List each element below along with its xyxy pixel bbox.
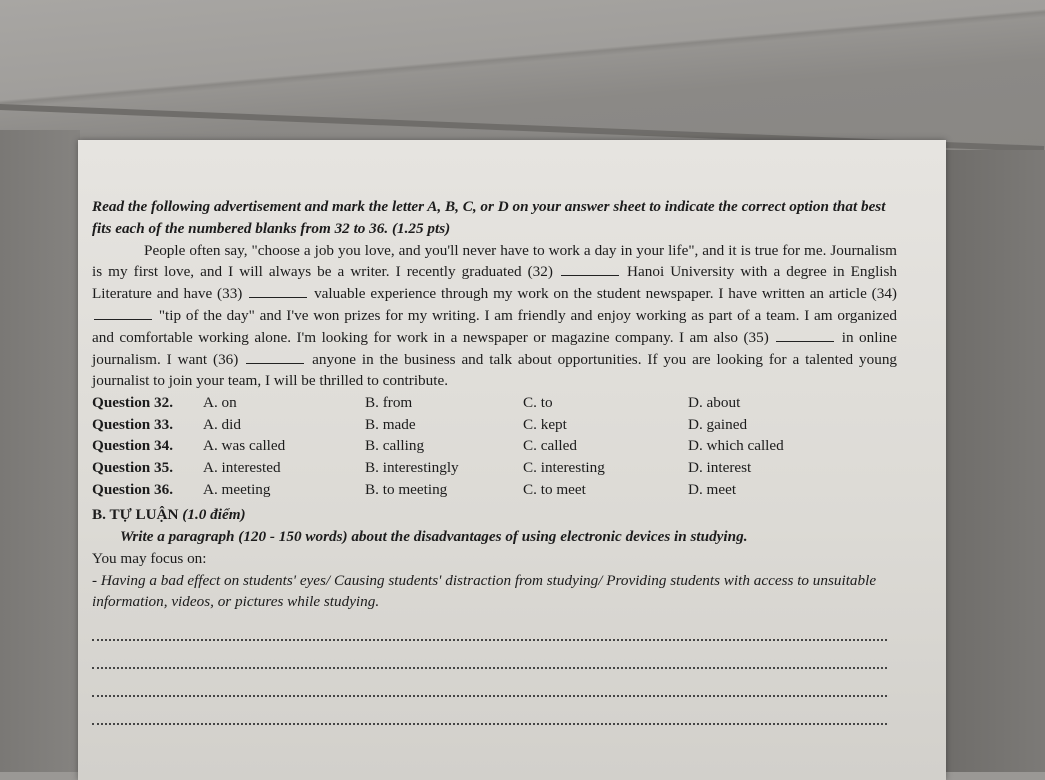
option-d: D. which called (688, 437, 784, 455)
exam-content (92, 196, 897, 725)
question-36 (92, 479, 897, 501)
ad-part-1: People often say, "choose a job you love, and you'll never have to work a day in your life", and it is true for me. Journalism is my first love, and I will always be a writer. I recently graduated (32) (92, 241, 897, 281)
ad-part-4: "tip of the day" and I've won prizes for my writing. I am friendly and enjoy working as part of a team. I am organized and comfortable working alone. I'm looking for work in a newspaper or magazine company. I am also (35) (92, 306, 898, 346)
focus-points: - Having a bad effect on students' eyes/ Causing students' distraction from studying/ Providing students with access to unsuitable information, videos, or pictures while studying. (92, 571, 877, 611)
blank-35 (776, 329, 834, 342)
option-b: B. made (365, 415, 416, 433)
question-35 (92, 457, 897, 479)
reading-instruction: Read the following advertisement and mark the letter A, B, C, or D on your answer sheet to indicate the correct option that best fits each of the numbered blanks from 32 to 36. (1.25 pts) (92, 198, 886, 237)
ad-part-6: anyone in the business and talk about opportunities. If you are looking for a talented young journalist to join your team, I will be thrilled to contribute. (92, 350, 898, 390)
option-b: B. interestingly (365, 458, 459, 476)
ad-part-2: Hanoi University with a degree in English Literature and have (33) (92, 263, 898, 303)
question-list (92, 392, 897, 500)
option-d: D. gained (688, 415, 748, 433)
question-label: Question 35. (92, 458, 174, 476)
blank-34 (94, 307, 152, 320)
option-c: C. interesting (523, 458, 605, 476)
option-a: A. on (203, 394, 237, 412)
question-label: Question 33. (92, 415, 174, 433)
option-a: A. was called (203, 437, 286, 455)
option-c: C. called (523, 437, 577, 455)
background-right (940, 150, 1045, 772)
question-34 (92, 435, 897, 457)
advertisement-text (92, 240, 897, 393)
option-d: D. about (688, 394, 741, 412)
answer-line (92, 625, 887, 641)
blank-32 (561, 263, 619, 276)
option-b: B. from (365, 394, 413, 412)
section-title: B. TỰ LUẬN (92, 506, 179, 524)
blank-36 (246, 351, 304, 364)
option-b: B. to meeting (365, 480, 448, 498)
question-label: Question 32. (92, 394, 174, 412)
option-a: A. interested (203, 458, 281, 476)
option-a: A. meeting (203, 480, 271, 498)
section-points: (1.0 điểm) (182, 506, 246, 524)
option-c: C. kept (523, 415, 567, 433)
writing-task: Write a paragraph (120 - 150 words) about the disadvantages of using electronic devices in studying. (120, 527, 748, 545)
question-33 (92, 414, 897, 436)
option-d: D. interest (688, 458, 752, 476)
option-a: A. did (203, 415, 241, 433)
question-label: Question 36. (92, 480, 174, 498)
ad-part-3: valuable experience through my work on the student newspaper. I have written an article (34) (314, 285, 897, 303)
background-left (0, 130, 80, 772)
option-c: C. to (523, 394, 553, 412)
option-d: D. meet (688, 480, 737, 498)
focus-label: You may focus on: (92, 549, 207, 567)
option-b: B. calling (365, 437, 425, 455)
answer-line (92, 653, 887, 669)
ad-part-5: in online journalism. I want (36) (92, 328, 898, 368)
blank-33 (249, 285, 307, 298)
question-label: Question 34. (92, 437, 174, 455)
answer-line (92, 709, 887, 725)
answer-line (92, 681, 887, 697)
writing-section-heading (92, 504, 897, 526)
option-c: C. to meet (523, 480, 586, 498)
question-32 (92, 392, 897, 414)
